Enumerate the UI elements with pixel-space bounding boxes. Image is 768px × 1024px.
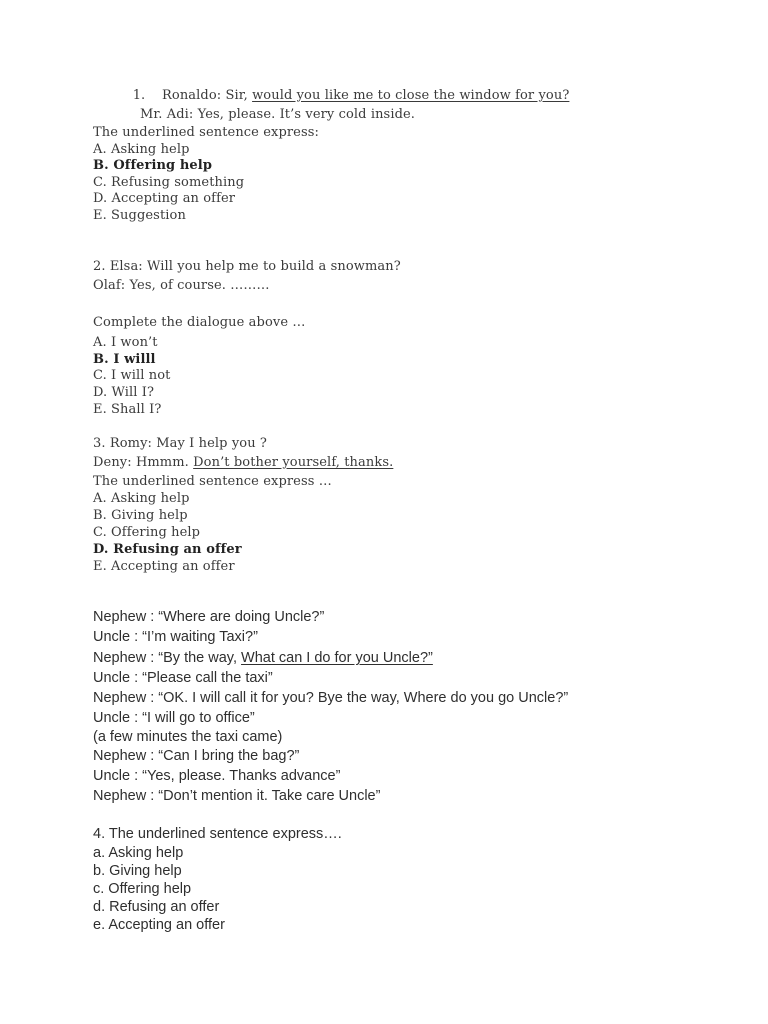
dialogue-line: Uncle : “I will go to office” — [93, 710, 255, 726]
dialogue-line: Nephew : “OK. I will call it for you? Bye the way, Where do you go Uncle?” — [93, 690, 569, 706]
q1-option-b-answer: B. Offering help — [93, 158, 213, 173]
dialogue-line: Uncle : “Yes, please. Thanks advance” — [93, 768, 341, 784]
q1-line1 — [132, 88, 570, 103]
q1-line2: Mr. Adi: Yes, please. It’s very cold inside. — [140, 107, 416, 122]
dialogue-line: Nephew : “Can I bring the bag?” — [93, 748, 300, 764]
dialogue-speaker-text: Nephew : “By the way, — [93, 650, 242, 666]
q1-number: 1. — [132, 88, 146, 103]
dialogue-line: Uncle : “I’m waiting Taxi?” — [93, 629, 258, 645]
q3-option-a: A. Asking help — [93, 491, 190, 506]
q4-option-a: a. Asking help — [93, 845, 184, 861]
q4-option-b: b. Giving help — [93, 863, 182, 879]
q4-option-e: e. Accepting an offer — [93, 917, 225, 933]
q3-line1: 3. Romy: May I help you ? — [93, 436, 267, 451]
q2-line2: Olaf: Yes, of course. ……… — [93, 278, 270, 293]
q3-speaker-text: Deny: Hmmm. — [93, 455, 194, 470]
dialogue-line: Uncle : “Please call the taxi” — [93, 670, 273, 686]
q1-speaker-text: Ronaldo: Sir, — [162, 88, 253, 103]
dialogue-line-underlined — [93, 650, 433, 666]
q4-prompt: 4. The underlined sentence express…. — [93, 826, 342, 842]
q2-option-b-answer: B. I willl — [93, 352, 156, 367]
q3-underlined-sentence: Don’t bother yourself, thanks. — [193, 455, 394, 470]
q1-prompt: The underlined sentence express: — [93, 125, 319, 140]
q2-line1: 2. Elsa: Will you help me to build a snowman? — [93, 259, 401, 274]
q2-prompt: Complete the dialogue above … — [93, 315, 306, 330]
q1-option-d: D. Accepting an offer — [93, 191, 236, 206]
q3-option-c: C. Offering help — [93, 525, 201, 540]
q1-option-c: C. Refusing something — [93, 175, 245, 190]
dialogue-underlined-sentence: What can I do for you Uncle?” — [241, 650, 433, 666]
q3-option-e: E. Accepting an offer — [93, 559, 235, 574]
q1-option-e: E. Suggestion — [93, 208, 186, 223]
q3-line2 — [93, 455, 393, 470]
dialogue-stage-direction: (a few minutes the taxi came) — [93, 729, 283, 745]
q2-option-d: D. Will I? — [93, 385, 155, 400]
q2-option-e: E. Shall I? — [93, 402, 162, 417]
dialogue-line: Nephew : “Don’t mention it. Take care Uncle” — [93, 788, 381, 804]
q3-option-b: B. Giving help — [93, 508, 188, 523]
q3-option-d-answer: D. Refusing an offer — [93, 542, 242, 557]
q2-option-a: A. I won’t — [93, 335, 158, 350]
q1-underlined-sentence: would you like me to close the window for you? — [252, 88, 570, 103]
q4-option-c: c. Offering help — [93, 881, 192, 897]
q1-option-a: A. Asking help — [93, 142, 190, 157]
q4-option-d: d. Refusing an offer — [93, 899, 220, 915]
dialogue-line: Nephew : “Where are doing Uncle?” — [93, 609, 325, 625]
q3-prompt: The underlined sentence express … — [93, 474, 332, 489]
q2-option-c: C. I will not — [93, 368, 171, 383]
